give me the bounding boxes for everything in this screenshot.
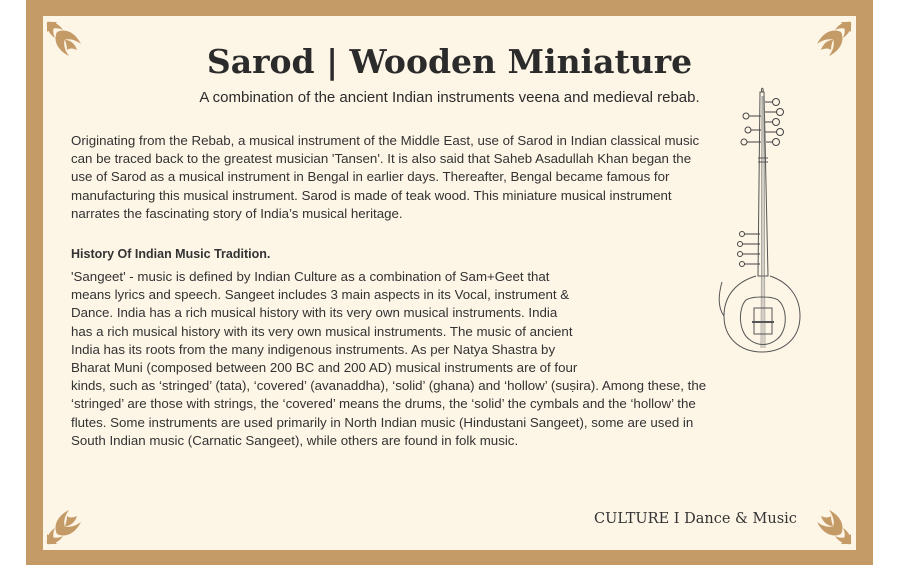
history-line: means lyrics and speech. Sangeet includes 3 main aspects in its Vocal, instrument & — [71, 287, 570, 303]
history-paragraph — [71, 268, 811, 450]
history-heading: History Of Indian Music Tradition. — [71, 247, 271, 261]
corner-ornament-icon — [43, 506, 85, 548]
sarod-illustration — [716, 86, 804, 358]
history-line: flutes. Some instruments are used primarily in North Indian music (Hindustani Sangeet), some are used in — [71, 414, 694, 430]
history-line: kinds, such as ‘stringed’ (tata), ‘covered’ (avanaddha), ‘solid’ (ghana) and ‘hollow’ (suṣira). Among these, the — [71, 378, 707, 394]
history-line: South Indian music (Carnatic Sangeet), while others are found in folk music. — [71, 432, 519, 448]
corner-ornament-icon — [813, 506, 855, 548]
history-line: Bharat Muni (composed between 200 BC and 200 AD) musical instruments are of four — [71, 360, 578, 376]
history-line: ‘stringed’ are those with strings, the ‘covered’ means the drums, the ‘solid’ the cymbals and the ‘hollow’ the — [71, 396, 696, 412]
history-line: Dance. India has a rich musical history with its very own musical instruments. India — [71, 305, 558, 321]
history-line: has a rich musical history with its very own musical instruments. The music of ancient — [71, 323, 573, 339]
page-title: Sarod | Wooden Miniature — [206, 42, 693, 81]
page-subtitle: A combination of the ancient Indian instruments veena and medieval rebab. — [199, 89, 700, 106]
history-line: India has its roots from the many indigenous instruments. As per Natya Shastra by — [71, 341, 556, 357]
intro-paragraph: Originating from the Rebab, a musical instrument of the Middle East, use of Sarod in Indian classical music can be traced back to the greatest musician 'Tansen'. It is also said that Saheb Asadullah Khan began the use of Sarod as a musical instrument in Bengal in earlier days. Thereafter, Bengal became famous for manufacturing this musical instrument. Sarod is made of teak wood. This miniature musical instrument narrates the fascinating story of India’s musical heritage. — [71, 133, 700, 221]
footer-category: CULTURE I Dance & Music — [594, 511, 797, 527]
history-line: 'Sangeet' - music is defined by Indian Culture as a combination of Sam+Geet that — [71, 269, 550, 284]
